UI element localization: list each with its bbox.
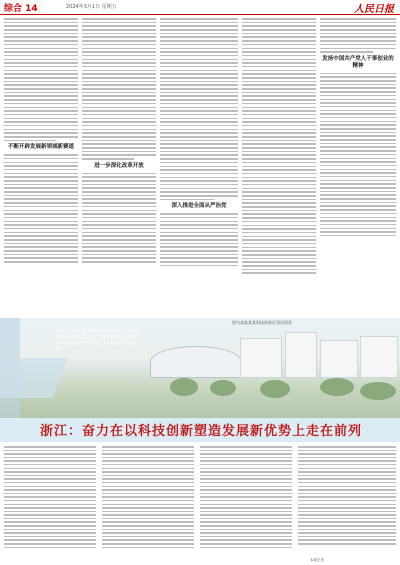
column-4-text bbox=[242, 18, 316, 276]
photo-building-dome bbox=[150, 346, 242, 378]
photo-building bbox=[360, 336, 398, 378]
photo-caption: 图为某地某某科技创新区建设图景 bbox=[232, 320, 292, 325]
photo-decor-shape bbox=[0, 358, 67, 398]
photo-building bbox=[320, 340, 358, 378]
feature-column-2 bbox=[102, 446, 194, 558]
feature-title: 浙江：奋力在以科技创新塑造发展新优势上走在前列 bbox=[40, 424, 363, 439]
photo-tree bbox=[260, 380, 290, 398]
section-label: 综合 14 bbox=[4, 4, 38, 14]
article-column-4 bbox=[242, 18, 316, 316]
byline: 本报记者 bbox=[310, 558, 324, 562]
feature-photo bbox=[0, 318, 400, 418]
feature-column-1 bbox=[4, 446, 96, 558]
photo-tree bbox=[210, 380, 236, 396]
article-column-3 bbox=[160, 18, 238, 316]
column-3-text bbox=[160, 18, 238, 269]
feature-column-3 bbox=[200, 446, 292, 558]
column-1-text-top bbox=[4, 18, 78, 265]
photo-building bbox=[285, 332, 317, 378]
column-2-text bbox=[82, 18, 156, 265]
feature-title-banner bbox=[0, 418, 400, 442]
column-3-subhead: 深入推进全面从严治党 bbox=[171, 203, 227, 210]
photo-tree bbox=[170, 378, 198, 396]
photo-building bbox=[240, 338, 282, 378]
issue-date: 2024年3月1日 星期五 bbox=[66, 4, 117, 10]
article-column-1 bbox=[4, 18, 78, 316]
photo-quote: 近年来，浙江坚持创新驱动发展战略，加快建设高水平创新型省份，积极探索科技创新和产业创新深度融合的路径，全力打造创新策源地。 bbox=[56, 328, 140, 351]
photo-tree bbox=[360, 382, 396, 400]
photo-tree bbox=[320, 378, 354, 396]
column-2-subhead: 进一步深化改革开放 bbox=[94, 162, 144, 169]
page-header bbox=[0, 0, 400, 15]
newspaper-logo: 人民日报 bbox=[354, 4, 394, 15]
column-5-subhead: 发扬中国共产党人干事创业的精神 bbox=[322, 55, 394, 69]
article-column-5 bbox=[320, 18, 396, 316]
article-column-2 bbox=[82, 18, 156, 316]
feature-column-4 bbox=[298, 446, 396, 558]
column-5-text bbox=[320, 18, 396, 239]
column-1-subhead: 不断开辟发展新领域新赛道 bbox=[7, 144, 74, 151]
